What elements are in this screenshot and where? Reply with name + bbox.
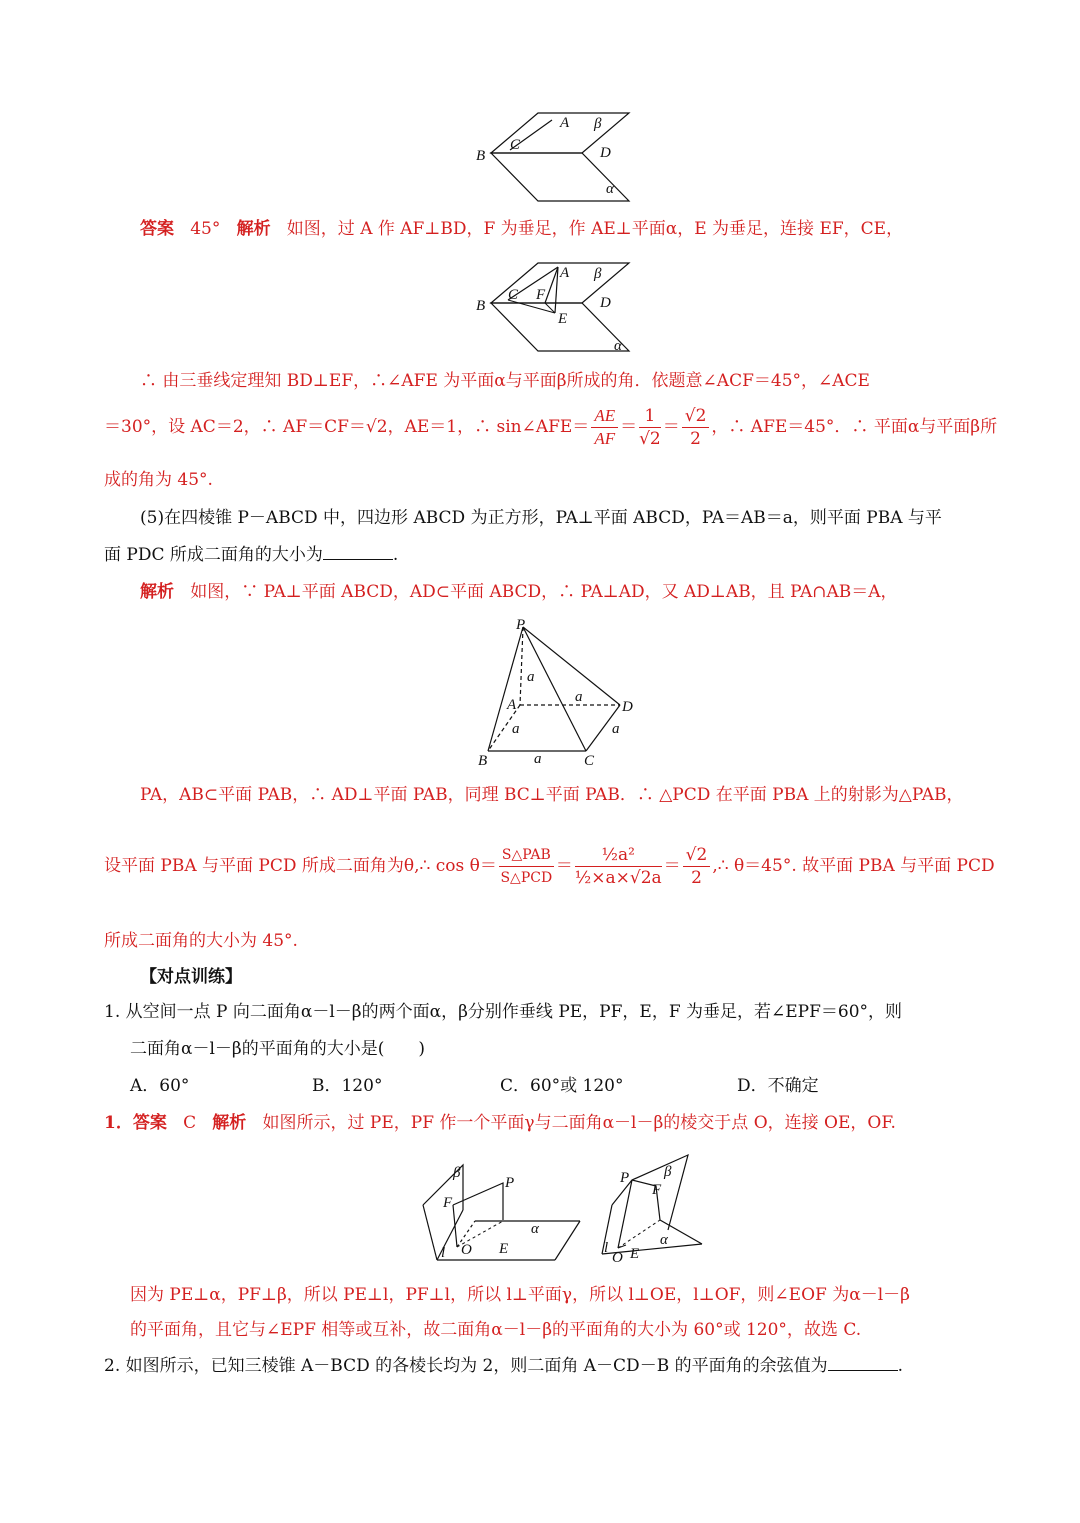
svg-text:B: B [476, 298, 486, 314]
svg-text:a: a [612, 721, 620, 737]
answer-blank-2 [828, 1354, 898, 1371]
svg-text:F: F [536, 287, 546, 303]
svg-text:a: a [527, 669, 535, 685]
option-b: B．120° [312, 1076, 383, 1096]
svg-text:B: B [476, 148, 486, 164]
svg-text:F: F [443, 1195, 453, 1211]
svg-text:α: α [614, 338, 622, 354]
answer-blank [323, 543, 393, 560]
answer-5-line-4: 所成二面角的大小为 45°. [104, 931, 298, 951]
option-a: A．60° [130, 1076, 190, 1096]
option-c: C．60°或 120° [500, 1076, 624, 1096]
svg-text:β: β [453, 1165, 461, 1181]
svg-text:P: P [516, 617, 526, 633]
training-1-line-2: 二面角α－l－β的平面角的大小是( ) [130, 1039, 426, 1059]
svg-text:A: A [560, 265, 570, 281]
svg-text:l: l [441, 1245, 446, 1261]
svg-text:F: F [652, 1182, 662, 1198]
svg-text:a: a [534, 751, 542, 767]
svg-text:D: D [600, 145, 611, 161]
training-1-line-1: 1. 从空间一点 P 向二面角α－l－β的两个面α，β分别作垂线 PE，PF，E，F 为垂足，若∠EPF＝60°，则 [104, 1002, 903, 1022]
training-1-answer-line-1: 1．答案 C 解析 如图所示，过 PE，PF 作一个平面γ与二面角α－l－β的棱交于点 O，连接 OE，OF. [104, 1113, 896, 1133]
svg-text:C: C [510, 137, 521, 153]
training-title: 【对点训练】 [140, 967, 242, 987]
svg-text:E: E [558, 311, 568, 327]
svg-text:P: P [620, 1170, 630, 1186]
svg-text:O: O [461, 1242, 472, 1258]
figure-dihedral-right [600, 1150, 710, 1266]
svg-text:α: α [660, 1232, 668, 1248]
svg-text:α: α [606, 181, 614, 197]
svg-text:O: O [612, 1250, 623, 1266]
svg-text:β: β [664, 1164, 672, 1180]
figure-dihedral-left [415, 1155, 590, 1267]
answer-4-line-3: ＝30°，设 AC＝2，∴ AF＝CF＝√2，AE＝1，∴ sin∠AFE＝ $\frac{AE}{AF}$ ＝ $\frac{1}{√2}$ ＝ $\frac{√2}{2}$ ，∴ AFE＝45°．∴ 平面α与平面β所 [104, 406, 998, 449]
option-d: D．不确定 [737, 1076, 819, 1096]
training-1-answer-line-3: 的平面角，且它与∠EPF 相等或互补，故二面角α－l－β的平面角的大小为 60°或 120°，故选 C. [130, 1320, 862, 1340]
svg-text:E: E [499, 1241, 509, 1257]
svg-text:α: α [531, 1221, 539, 1237]
svg-text:A: A [507, 697, 517, 713]
svg-text:a: a [575, 689, 583, 705]
svg-text:a: a [512, 721, 520, 737]
svg-text:P: P [505, 1175, 515, 1191]
svg-text:D: D [600, 295, 611, 311]
question-5-line-1: (5)在四棱锥 P－ABCD 中，四边形 ABCD 为正方形，PA⊥平面 ABCD，PA＝AB＝a，则平面 PBA 与平 [140, 508, 942, 528]
training-2-line-1: 2. 如图所示，已知三棱锥 A－BCD 的各棱长均为 2，则二面角 A－CD－B 的平面角的余弦值为 . [104, 1356, 903, 1376]
svg-text:D: D [622, 699, 633, 715]
answer-5-line-2: PA，AB⊂平面 PAB，∴ AD⊥平面 PAB，同理 BC⊥平面 PAB．∴ △PCD 在平面 PBA 上的射影为△PAB， [140, 785, 964, 805]
figure-pyramid [470, 615, 650, 770]
answer-4-line-2: ∴ 由三垂线定理知 BD⊥EF，∴∠AFE 为平面α与平面β所成的角．依题意∠ACF＝45°，∠ACE [140, 371, 870, 391]
question-5-line-2: 面 PDC 所成二面角的大小为 . [104, 545, 399, 565]
answer-4-line-4: 成的角为 45°. [104, 470, 213, 490]
answer-4-line-1: 答案 45° 解析 如图，过 A 作 AF⊥BD，F 为垂足，作 AE⊥平面α，E 为垂足，连接 EF，CE， [140, 219, 904, 239]
svg-text:E: E [630, 1246, 640, 1262]
answer-5-line-1: 解析 如图，∵ PA⊥平面 ABCD，AD⊂平面 ABCD，∴ PA⊥AD，又 AD⊥AB，且 PA∩AB＝A， [140, 582, 898, 602]
svg-text:B: B [478, 753, 488, 769]
svg-text:A: A [560, 115, 570, 131]
training-1-answer-line-2: 因为 PE⊥α，PF⊥β，所以 PE⊥l，PF⊥l，所以 l⊥平面γ，所以 l⊥OE，l⊥OF，则∠EOF 为α－l－β [130, 1285, 910, 1305]
answer-5-line-3: 设平面 PBA 与平面 PCD 所成二面角为θ,∴ cos θ＝ $\frac{\text{S△PAB}}{\text{S△PCD}}$ ＝ $\frac{\text{½a²}}{\text{½×a×√2a}}$ ＝ $\frac{√2}{2}$ ,∴ θ＝45°. 故平面 PBA 与平面 PCD [104, 845, 995, 888]
figure-dihedral-2 [470, 255, 640, 360]
svg-text:β: β [594, 116, 602, 132]
svg-text:β: β [594, 266, 602, 282]
svg-text:l: l [604, 1240, 609, 1256]
figure-dihedral-1 [470, 105, 640, 210]
svg-text:C: C [584, 753, 595, 769]
svg-text:C: C [508, 287, 519, 303]
